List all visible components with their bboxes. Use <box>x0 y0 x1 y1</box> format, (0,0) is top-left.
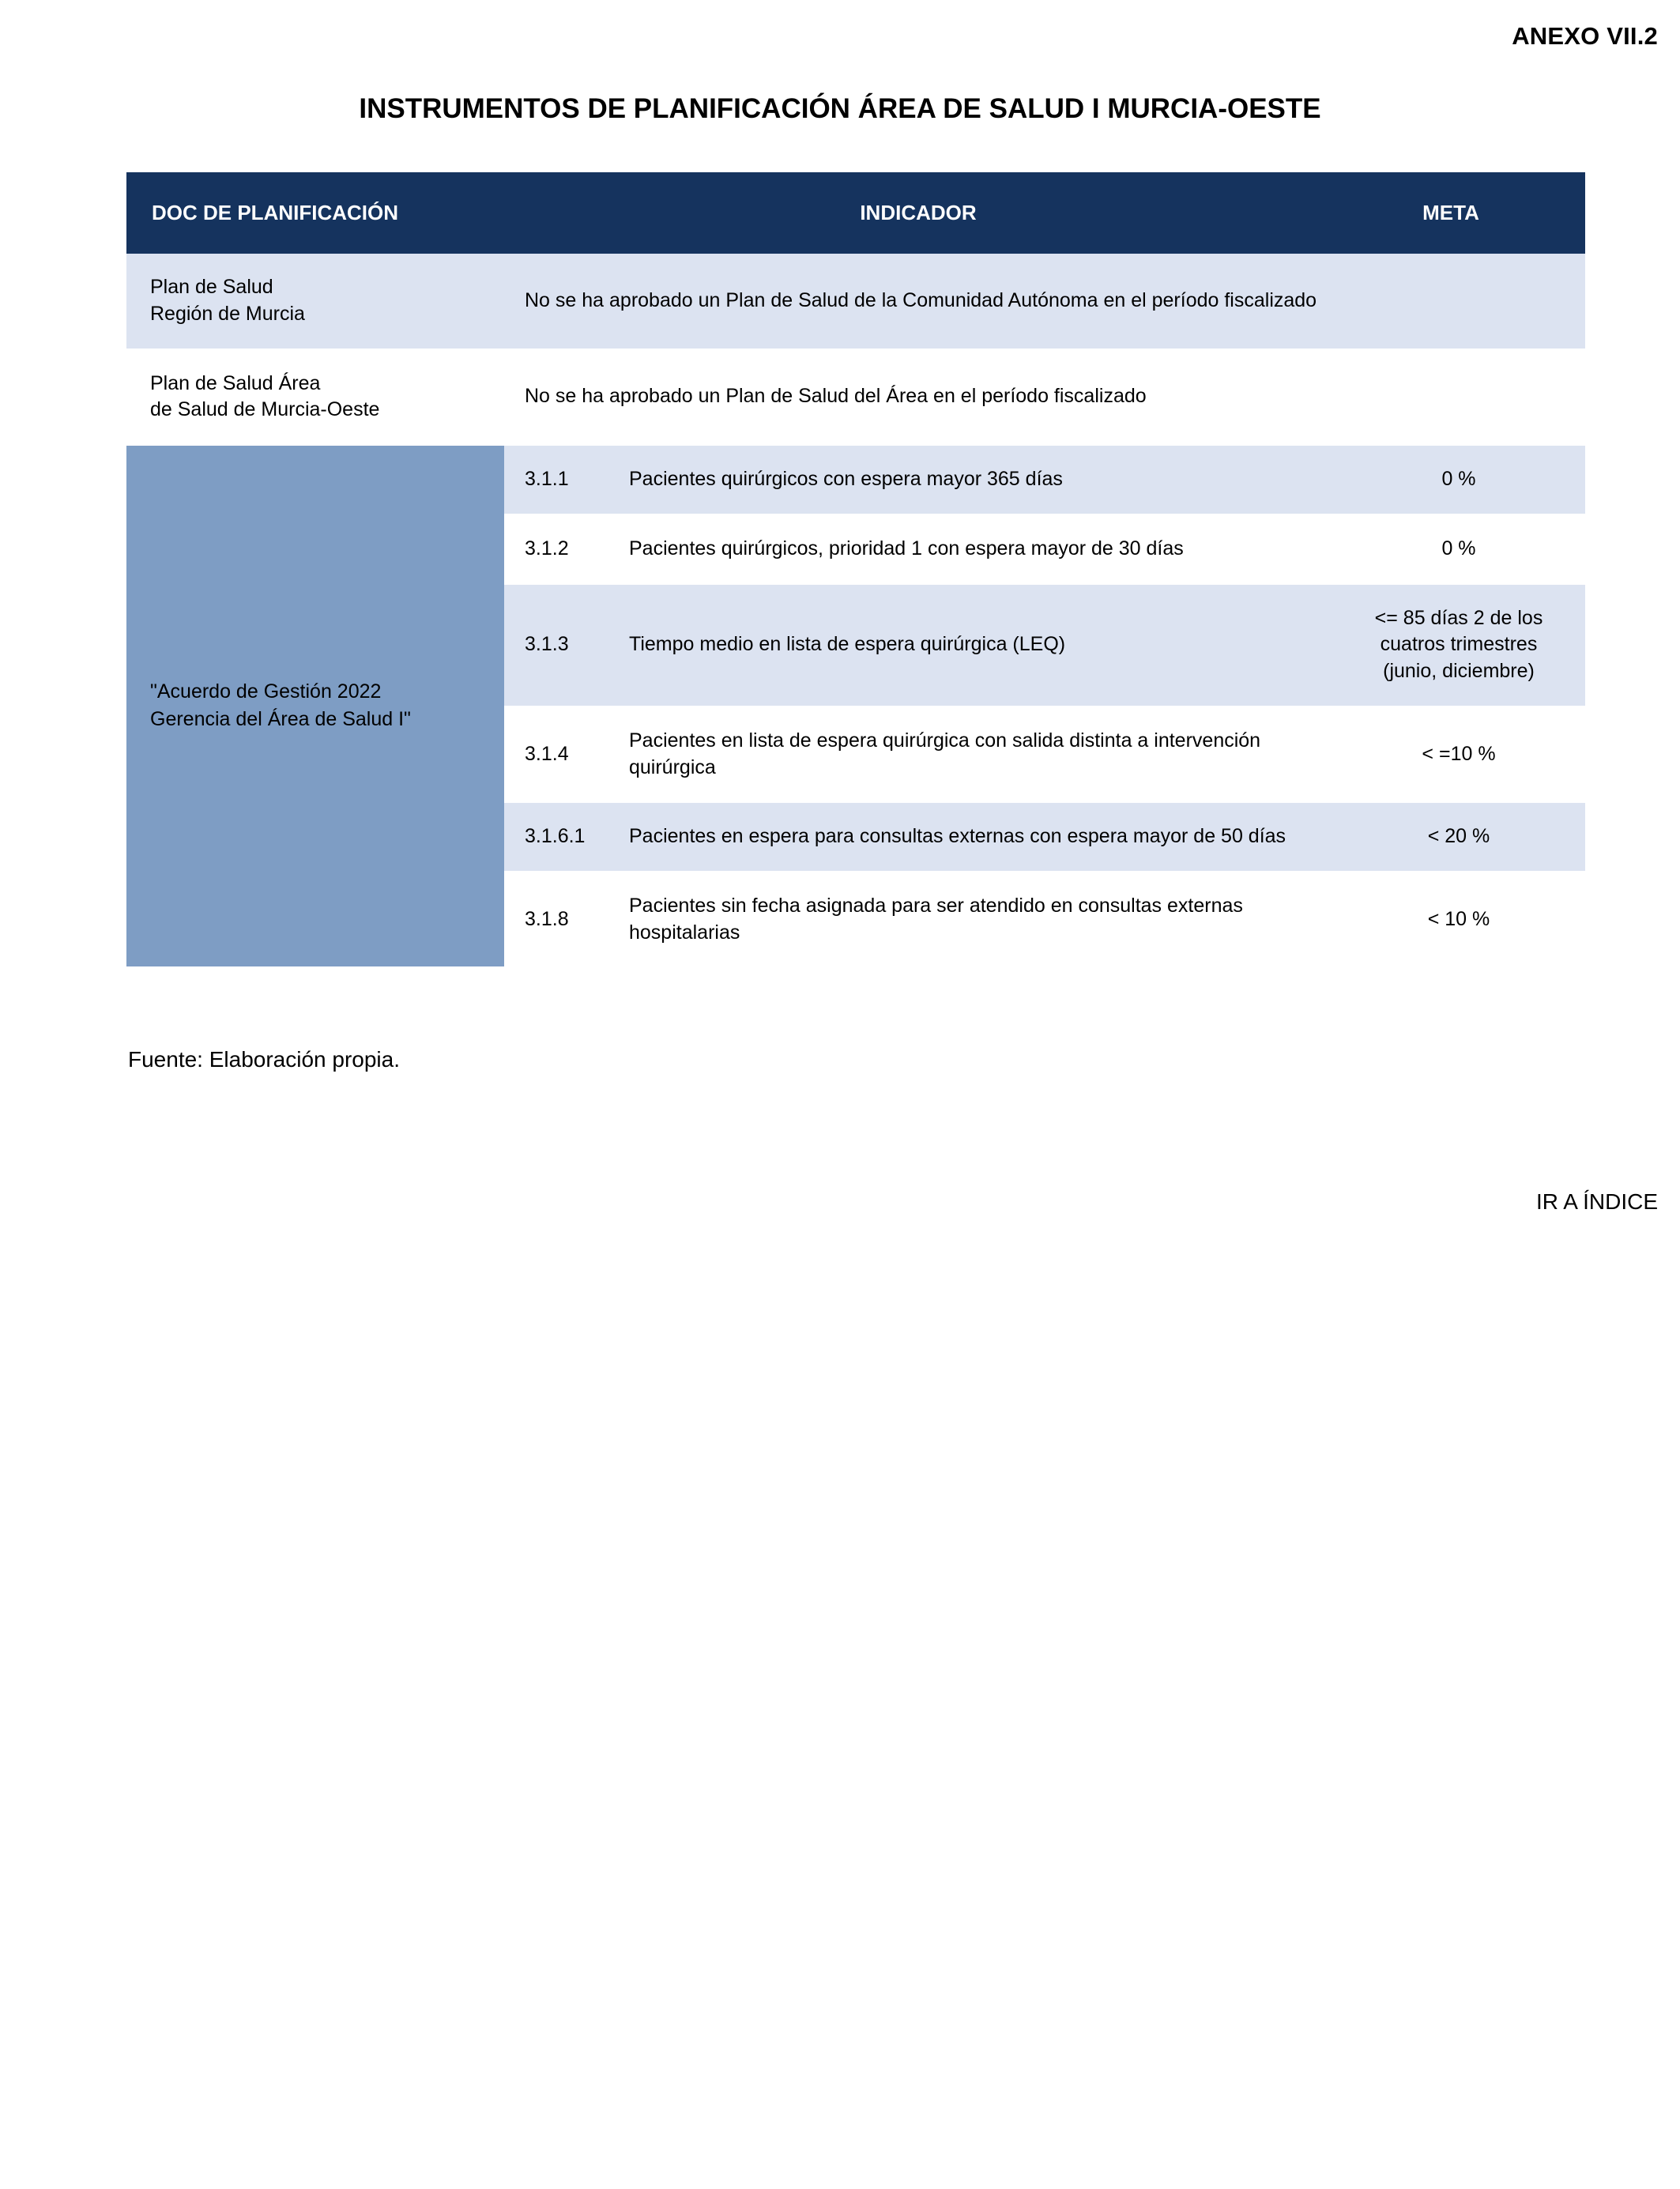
acuerdo-doc-line2: Gerencia del Área de Salud I" <box>150 708 411 731</box>
column-header-meta: META <box>1332 172 1585 254</box>
indicator-meta: < =10 % <box>1332 706 1585 803</box>
row-doc-line2: de Salud de Murcia-Oeste <box>150 398 380 421</box>
row-doc-cell <box>126 349 504 446</box>
acuerdo-doc-line1: "Acuerdo de Gestión 2022 <box>150 680 382 703</box>
row-doc-line2: Región de Murcia <box>150 302 305 325</box>
indicator-code: 3.1.2 <box>504 514 621 584</box>
indicator-code: 3.1.4 <box>504 706 621 803</box>
row-doc-cell <box>126 254 504 349</box>
indicator-text: Pacientes quirúrgicos con espera mayor 365 días <box>621 445 1332 514</box>
indicator-meta: 0 % <box>1332 445 1585 514</box>
indicator-code: 3.1.8 <box>504 872 621 967</box>
table-row <box>126 349 1585 446</box>
row-statement-text: No se ha aprobado un Plan de Salud del Área en el período fiscalizado <box>504 349 1585 446</box>
indicator-code: 3.1.6.1 <box>504 802 621 872</box>
indicator-text: Tiempo medio en lista de espera quirúrgica (LEQ) <box>621 584 1332 706</box>
indicator-meta: 0 % <box>1332 514 1585 584</box>
indicator-code: 3.1.3 <box>504 584 621 706</box>
row-doc-line1: Plan de Salud <box>150 276 273 299</box>
table-row <box>126 445 1585 514</box>
indicator-meta: < 20 % <box>1332 802 1585 872</box>
row-doc-line1: Plan de Salud Área <box>150 371 321 394</box>
indicator-meta: <= 85 días 2 de los cuatros trimestres (junio, diciembre) <box>1332 584 1585 706</box>
planning-instruments-table-wrapper <box>126 172 1585 968</box>
anexo-label: ANEXO VII.2 <box>1512 22 1658 50</box>
planning-instruments-table <box>126 172 1585 968</box>
go-to-index-link[interactable]: IR A ÍNDICE <box>1535 1189 1658 1214</box>
row-statement-text: No se ha aprobado un Plan de Salud de la Comunidad Autónoma en el período fiscalizado <box>504 254 1585 349</box>
column-header-doc: DOC DE PLANIFICACIÓN <box>126 172 504 254</box>
table-header-row <box>126 172 1585 254</box>
indicator-text: Pacientes sin fecha asignada para ser atendido en consultas externas hospitalarias <box>621 872 1332 967</box>
indicator-code: 3.1.1 <box>504 445 621 514</box>
page-title: INSTRUMENTOS DE PLANIFICACIÓN ÁREA DE SALUD I MURCIA-OESTE <box>359 93 1321 124</box>
indicator-text: Pacientes en espera para consultas externas con espera mayor de 50 días <box>621 802 1332 872</box>
acuerdo-doc-cell <box>126 445 504 967</box>
table-row <box>126 254 1585 349</box>
source-note: Fuente: Elaboración propia. <box>128 1047 400 1072</box>
indicator-text: Pacientes quirúrgicos, prioridad 1 con espera mayor de 30 días <box>621 514 1332 584</box>
column-header-indicador: INDICADOR <box>504 172 1332 254</box>
indicator-text: Pacientes en lista de espera quirúrgica con salida distinta a intervención quirúrgica <box>621 706 1332 803</box>
indicator-meta: < 10 % <box>1332 872 1585 967</box>
